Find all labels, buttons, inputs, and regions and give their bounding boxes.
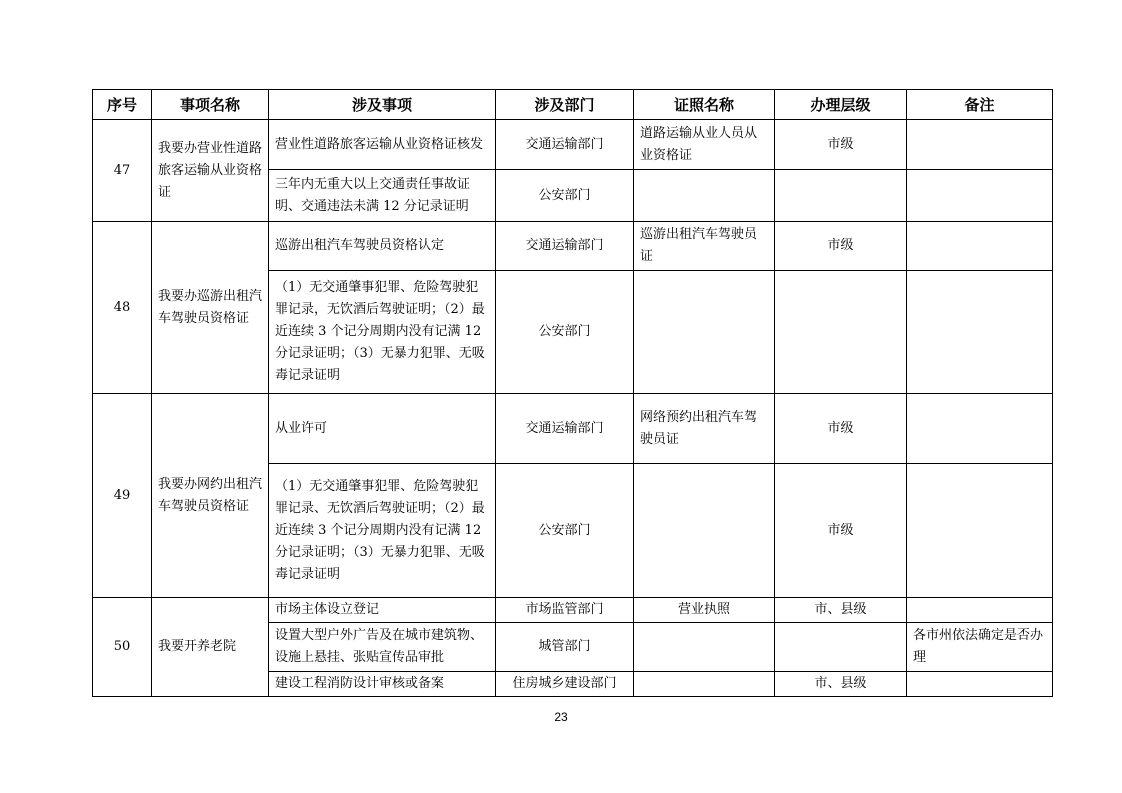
department: 交通运输部门 <box>496 120 634 170</box>
department: 公安部门 <box>496 464 634 598</box>
header-no: 序号 <box>93 90 152 120</box>
level: 市、县级 <box>775 672 907 697</box>
involved-item: 设置大型户外广告及在城市建筑物、设施上悬挂、张贴宣传品审批 <box>269 623 496 672</box>
involved-item: 建设工程消防设计审核或备案 <box>269 672 496 697</box>
involved-item: 三年内无重大以上交通责任事故证明、交通违法未满 12 分记录证明 <box>269 170 496 222</box>
department: 交通运输部门 <box>496 394 634 464</box>
note <box>907 222 1053 271</box>
level: 市、县级 <box>775 598 907 623</box>
matter-name: 我要办营业性道路旅客运输从业资格证 <box>152 120 269 222</box>
certificate: 道路运输从业人员从业资格证 <box>634 120 775 170</box>
level <box>775 623 907 672</box>
certificate <box>634 170 775 222</box>
level: 市级 <box>775 394 907 464</box>
level <box>775 170 907 222</box>
level: 市级 <box>775 464 907 598</box>
note <box>907 598 1053 623</box>
page-number: 23 <box>554 710 568 724</box>
header-item: 涉及事项 <box>269 90 496 120</box>
department: 公安部门 <box>496 170 634 222</box>
note <box>907 672 1053 697</box>
level: 市级 <box>775 120 907 170</box>
row-number: 49 <box>93 394 152 598</box>
involved-item: 巡游出租汽车驾驶员资格认定 <box>269 222 496 271</box>
header-cert: 证照名称 <box>634 90 775 120</box>
involved-item: （1）无交通肇事犯罪、危险驾驶犯罪记录，无饮酒后驾驶证明；（2）最近连续 3 个记分周期内没有记满 12 分记录证明；（3）无暴力犯罪、无吸毒记录证明 <box>269 271 496 394</box>
table-row <box>93 222 1053 271</box>
level <box>775 271 907 394</box>
matters-table <box>92 89 1053 697</box>
header-note: 备注 <box>907 90 1053 120</box>
involved-item: （1）无交通肇事犯罪、危险驾驶犯罪记录、无饮酒后驾驶证明；（2）最近连续 3 个记分周期内没有记满 12 分记录证明；（3）无暴力犯罪、无吸毒记录证明 <box>269 464 496 598</box>
certificate <box>634 271 775 394</box>
row-number: 48 <box>93 222 152 394</box>
header-row <box>93 90 1053 120</box>
row-number: 47 <box>93 120 152 222</box>
matter-name: 我要开养老院 <box>152 598 269 697</box>
row-number: 50 <box>93 598 152 697</box>
table-row <box>93 598 1053 623</box>
header-dept: 涉及部门 <box>496 90 634 120</box>
certificate <box>634 672 775 697</box>
note <box>907 464 1053 598</box>
table-row <box>93 120 1053 170</box>
header-level: 办理层级 <box>775 90 907 120</box>
certificate: 网络预约出租汽车驾驶员证 <box>634 394 775 464</box>
involved-item: 市场主体设立登记 <box>269 598 496 623</box>
certificate: 营业执照 <box>634 598 775 623</box>
header-name: 事项名称 <box>152 90 269 120</box>
department: 城管部门 <box>496 623 634 672</box>
matter-name: 我要办网约出租汽车驾驶员资格证 <box>152 394 269 598</box>
table-row <box>93 394 1053 464</box>
note: 各市州依法确定是否办理 <box>907 623 1053 672</box>
involved-item: 营业性道路旅客运输从业资格证核发 <box>269 120 496 170</box>
note <box>907 271 1053 394</box>
involved-item: 从业许可 <box>269 394 496 464</box>
department: 公安部门 <box>496 271 634 394</box>
note <box>907 394 1053 464</box>
note <box>907 170 1053 222</box>
department: 交通运输部门 <box>496 222 634 271</box>
matter-name: 我要办巡游出租汽车驾驶员资格证 <box>152 222 269 394</box>
department: 住房城乡建设部门 <box>496 672 634 697</box>
certificate: 巡游出租汽车驾驶员证 <box>634 222 775 271</box>
certificate <box>634 464 775 598</box>
department: 市场监管部门 <box>496 598 634 623</box>
level: 市级 <box>775 222 907 271</box>
note <box>907 120 1053 170</box>
certificate <box>634 623 775 672</box>
